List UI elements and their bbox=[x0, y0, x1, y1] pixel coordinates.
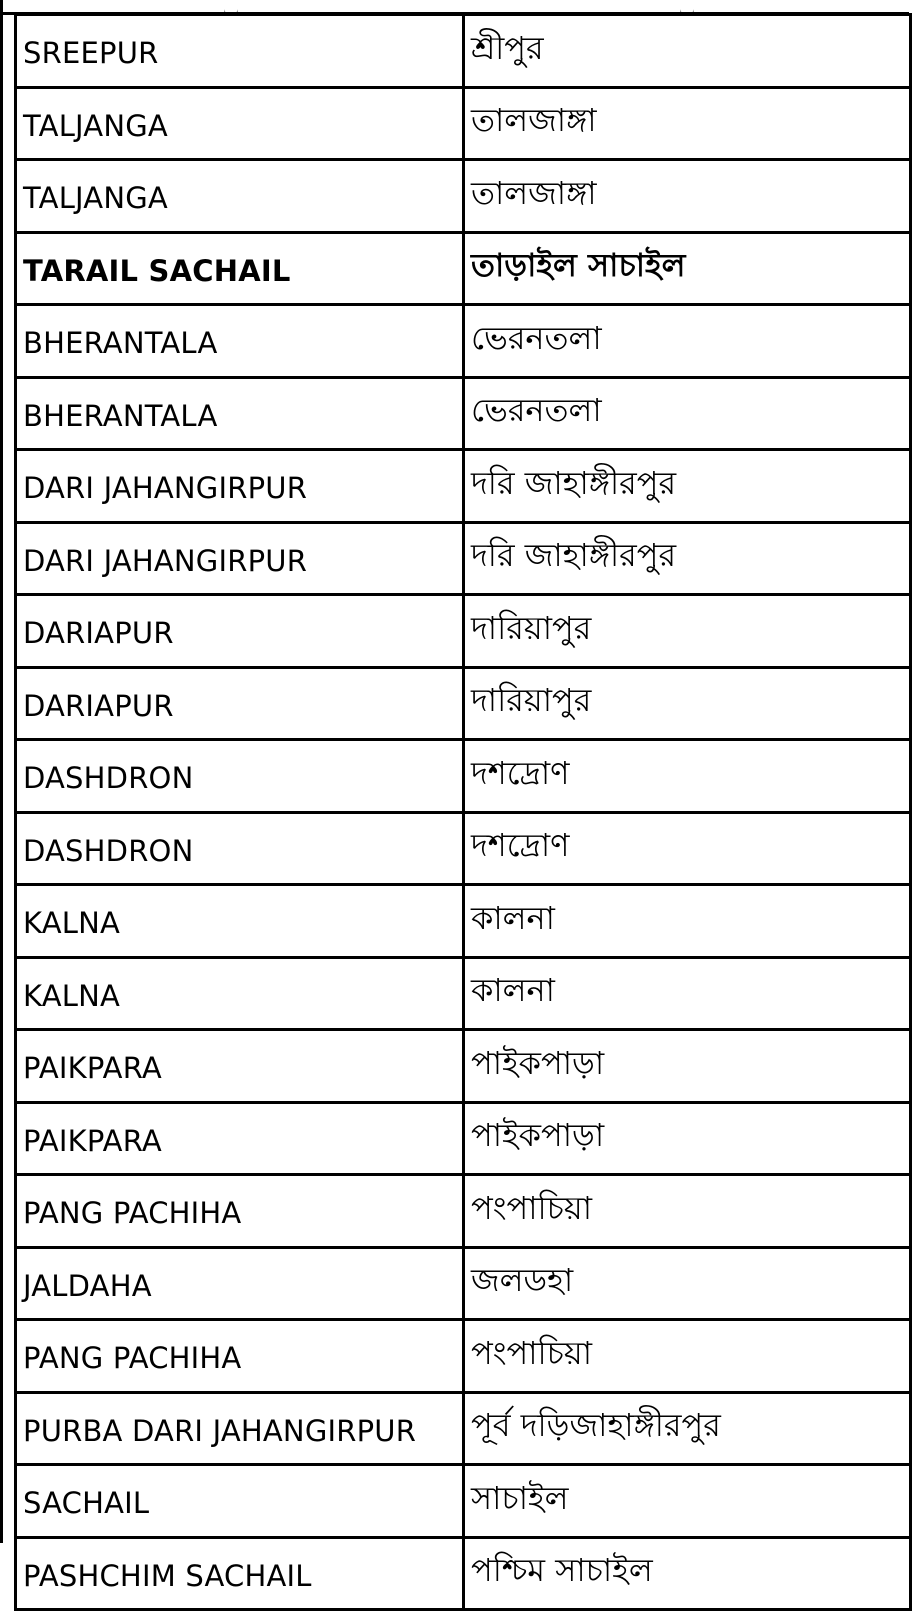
bengali-name-cell: দারিয়াপুর bbox=[464, 667, 911, 740]
english-name-cell: PURBA DARI JAHANGIRPUR bbox=[16, 1392, 464, 1465]
place-names-table bbox=[14, 13, 912, 1611]
table-row bbox=[16, 667, 911, 740]
table-row bbox=[16, 1392, 911, 1465]
bengali-name-cell: পংপাচিয়া bbox=[464, 1175, 911, 1248]
table-row bbox=[16, 740, 911, 813]
table-row bbox=[16, 595, 911, 668]
bengali-name-cell: কালনা bbox=[464, 957, 911, 1030]
english-name-cell: SREEPUR bbox=[16, 15, 464, 88]
bengali-name-cell: পাইকপাড়া bbox=[464, 1030, 911, 1103]
english-name-cell: KALNA bbox=[16, 885, 464, 958]
bengali-name-cell: তাড়াইল সাচাইল bbox=[464, 232, 911, 305]
english-name-cell: DARI JAHANGIRPUR bbox=[16, 522, 464, 595]
english-name-cell: SACHAIL bbox=[16, 1465, 464, 1538]
bengali-name-cell: সাচাইল bbox=[464, 1465, 911, 1538]
english-name-cell: KALNA bbox=[16, 957, 464, 1030]
bengali-name-cell: পূর্ব দড়িজাহাঙ্গীরপুর bbox=[464, 1392, 911, 1465]
table-row bbox=[16, 1465, 911, 1538]
bengali-name-cell: শ্রীপুর bbox=[464, 15, 911, 88]
bengali-name-cell: দরি জাহাঙ্গীরপুর bbox=[464, 450, 911, 523]
english-name-cell: DASHDRON bbox=[16, 740, 464, 813]
table-row bbox=[16, 15, 911, 88]
table-row bbox=[16, 232, 911, 305]
bengali-name-cell: দরি জাহাঙ্গীরপুর bbox=[464, 522, 911, 595]
table-row bbox=[16, 377, 911, 450]
table-row bbox=[16, 957, 911, 1030]
bengali-name-cell: দারিয়াপুর bbox=[464, 595, 911, 668]
english-name-cell: PANG PACHIHA bbox=[16, 1175, 464, 1248]
table-row bbox=[16, 1537, 911, 1610]
english-name-cell: DARI JAHANGIRPUR bbox=[16, 450, 464, 523]
table-body bbox=[16, 15, 911, 1610]
bengali-name-cell: ভেরনতলা bbox=[464, 305, 911, 378]
english-name-cell: PAIKPARA bbox=[16, 1030, 464, 1103]
table-row bbox=[16, 1030, 911, 1103]
table-row bbox=[16, 1102, 911, 1175]
bengali-name-cell: কালনা bbox=[464, 885, 911, 958]
table-row bbox=[16, 1247, 911, 1320]
english-name-cell: TALJANGA bbox=[16, 160, 464, 233]
table-row bbox=[16, 1320, 911, 1393]
table-row bbox=[16, 87, 911, 160]
bengali-name-cell: দশদ্রোণ bbox=[464, 812, 911, 885]
english-name-cell: JALDAHA bbox=[16, 1247, 464, 1320]
english-name-cell: PANG PACHIHA bbox=[16, 1320, 464, 1393]
bengali-name-cell: ভেরনতলা bbox=[464, 377, 911, 450]
bengali-name-cell: তালজাঙ্গা bbox=[464, 87, 911, 160]
table-row bbox=[16, 450, 911, 523]
bengali-name-cell: পশ্চিম সাচাইল bbox=[464, 1537, 911, 1610]
bengali-name-cell: দশদ্রোণ bbox=[464, 740, 911, 813]
english-name-cell: BHERANTALA bbox=[16, 377, 464, 450]
table-row bbox=[16, 160, 911, 233]
bengali-name-cell: পংপাচিয়া bbox=[464, 1320, 911, 1393]
bengali-name-cell: তালজাঙ্গা bbox=[464, 160, 911, 233]
bengali-name-cell: জলডহা bbox=[464, 1247, 911, 1320]
english-name-cell: DARIAPUR bbox=[16, 595, 464, 668]
english-name-cell: DASHDRON bbox=[16, 812, 464, 885]
bengali-name-cell: পাইকপাড়া bbox=[464, 1102, 911, 1175]
table-row bbox=[16, 885, 911, 958]
english-name-cell: TALJANGA bbox=[16, 87, 464, 160]
english-name-cell: TARAIL SACHAIL bbox=[16, 232, 464, 305]
page-left-rule bbox=[0, 0, 3, 1543]
english-name-cell: BHERANTALA bbox=[16, 305, 464, 378]
table-row bbox=[16, 812, 911, 885]
english-name-cell: PAIKPARA bbox=[16, 1102, 464, 1175]
table-row bbox=[16, 1175, 911, 1248]
table-row bbox=[16, 522, 911, 595]
english-name-cell: DARIAPUR bbox=[16, 667, 464, 740]
table-row bbox=[16, 305, 911, 378]
english-name-cell: PASHCHIM SACHAIL bbox=[16, 1537, 464, 1610]
